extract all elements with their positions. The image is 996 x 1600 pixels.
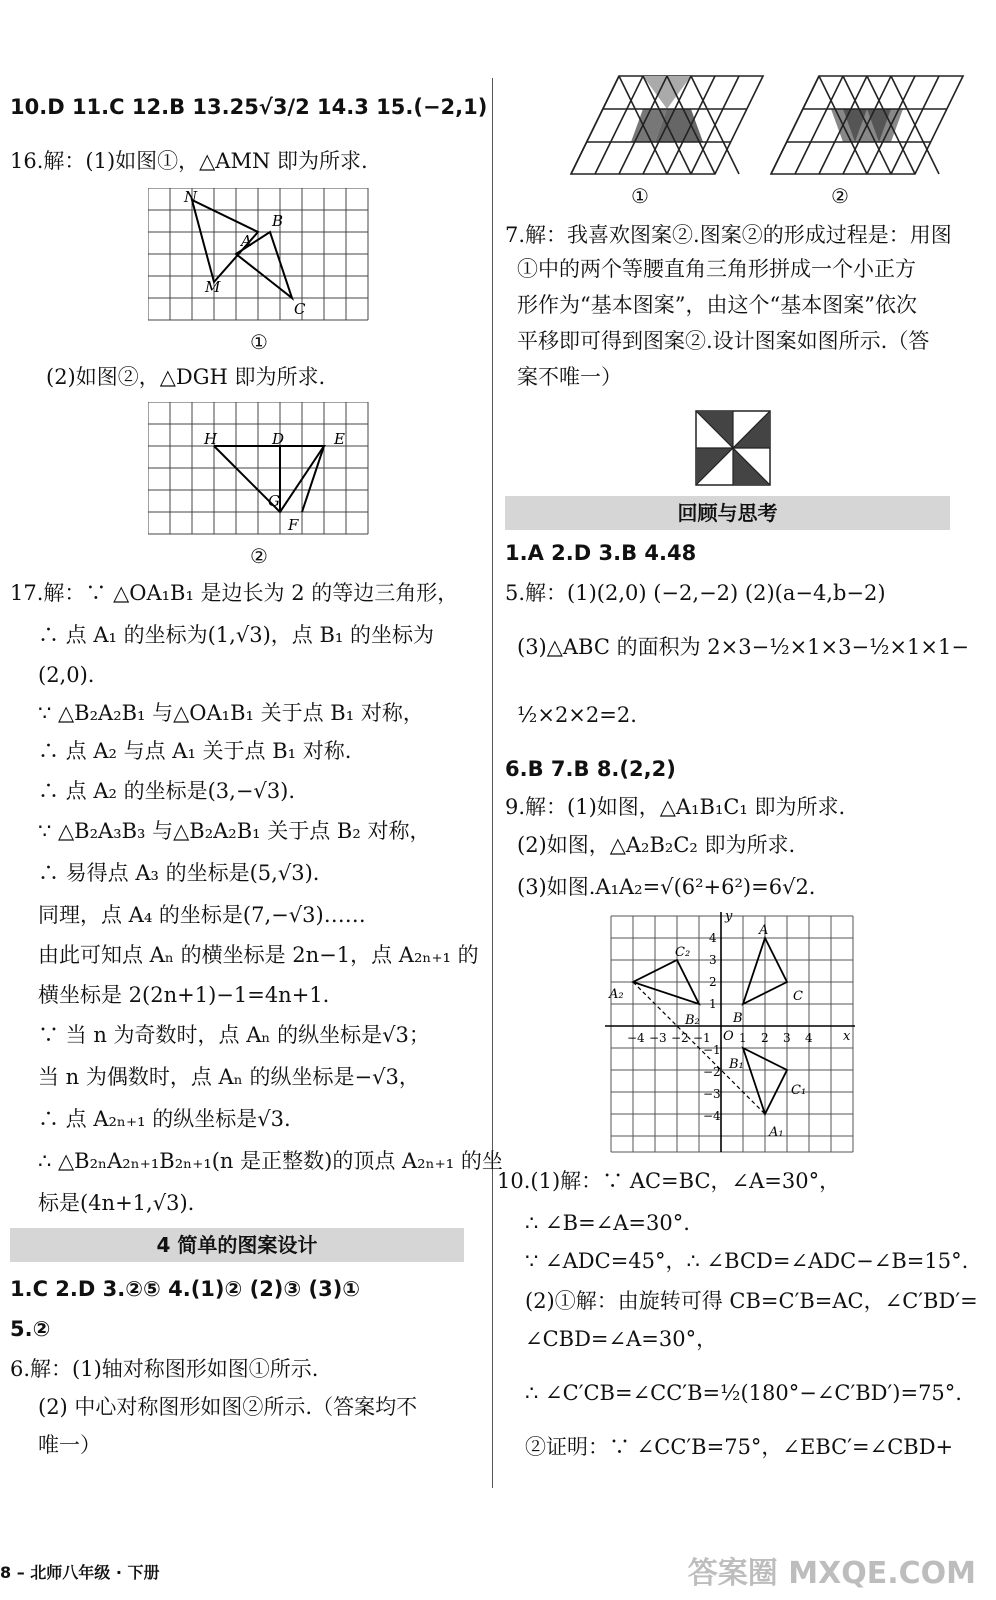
- svg-text:4: 4: [709, 931, 717, 945]
- q16-part1: 16.解：(1)如图①，△AMN 即为所求.: [10, 149, 368, 173]
- svg-text:3: 3: [783, 1031, 791, 1045]
- svg-text:−2: −2: [703, 1065, 721, 1079]
- q17-line: 横坐标是 2(2n+1)−1=4n+1.: [38, 983, 330, 1007]
- figure-2-grid: [148, 402, 384, 542]
- svg-text:−2: −2: [671, 1031, 689, 1045]
- q17-line: ∵ △B₂A₂B₁ 与△OA₁B₁ 关于点 B₁ 对称，: [38, 701, 424, 725]
- svg-text:H: H: [204, 430, 218, 448]
- svg-text:C₁: C₁: [791, 1083, 807, 1098]
- q7-line: 7.解：我喜欢图案②.图案②的形成过程是：用图: [505, 223, 952, 247]
- q17-line: ∴ △B₂ₙA₂ₙ₊₁B₂ₙ₊₁(n 是正整数)的顶点 A₂ₙ₊₁ 的坐: [38, 1149, 503, 1173]
- pattern-1-caption: ①: [631, 184, 649, 208]
- section4-answer-5: 5.②: [10, 1317, 51, 1341]
- review-answers-1-4: 1.A 2.D 3.B 4.48: [505, 541, 697, 565]
- watermark-logo: 答案圈 MXQE.COM: [687, 1556, 976, 1591]
- triangle-patterns: [563, 70, 973, 182]
- svg-text:B: B: [733, 1011, 743, 1026]
- q5-part3: (3)△ABC 的面积为 2×3−½×1×3−½×1×1−: [517, 635, 969, 659]
- q10-line: (2)①解：由旋转可得 CB=C′B=AC，∠C′BD′=: [525, 1289, 978, 1313]
- svg-text:y: y: [725, 909, 733, 924]
- q17-line: ∴ 点 A₂ 的坐标是(3,−√3).: [38, 779, 296, 803]
- svg-text:2: 2: [709, 975, 717, 989]
- figure-1-caption: ①: [250, 330, 268, 354]
- section4-answers-1-4: 1.C 2.D 3.②⑤ 4.(1)② (2)③ (3)①: [10, 1277, 361, 1301]
- coordinate-grid-figure: [605, 908, 857, 1154]
- q7-line: ①中的两个等腰直角三角形拼成一个小正方: [517, 257, 916, 281]
- svg-text:E: E: [334, 430, 345, 448]
- q6-line: 唯一）: [38, 1433, 101, 1457]
- svg-text:A₁: A₁: [769, 1125, 784, 1140]
- svg-text:A₂: A₂: [609, 987, 624, 1002]
- q17-line: ∴ 易得点 A₃ 的坐标是(5,√3).: [38, 861, 320, 885]
- q10-line: ∵ ∠ADC=45°，∴ ∠BCD=∠ADC−∠B=15°.: [525, 1249, 969, 1273]
- svg-text:F: F: [288, 516, 299, 534]
- q10-line: ∴ ∠B=∠A=30°.: [525, 1211, 690, 1235]
- q7-line: 形作为“基本图案”，由这个“基本图案”依次: [517, 293, 917, 317]
- svg-text:N: N: [184, 188, 198, 206]
- pattern-2-caption: ②: [831, 184, 849, 208]
- q6-line: 6.解：(1)轴对称图形如图①所示.: [10, 1357, 319, 1381]
- pattern-1: [571, 76, 763, 174]
- q17-line: 由此可知点 Aₙ 的横坐标是 2n−1，点 A₂ₙ₊₁ 的: [38, 943, 479, 967]
- svg-text:B₂: B₂: [685, 1013, 700, 1028]
- svg-text:−1: −1: [703, 1043, 721, 1057]
- q10-line: 10.(1)解：∵ AC=BC，∠A=30°，: [497, 1169, 841, 1193]
- svg-text:x: x: [843, 1029, 851, 1044]
- svg-text:B: B: [272, 212, 284, 230]
- svg-text:D: D: [272, 430, 285, 448]
- q5-part3-cont: ½×2×2=2.: [517, 703, 637, 727]
- svg-text:−3: −3: [703, 1087, 721, 1101]
- q17-line: 17.解：∵ △OA₁B₁ 是边长为 2 的等边三角形，: [10, 581, 459, 605]
- column-divider: [492, 78, 493, 1488]
- q10-line: ∠CBD=∠A=30°，: [525, 1327, 718, 1351]
- review-section-bar: 回顾与思考: [505, 496, 950, 530]
- q10-line: ②证明：∵ ∠CC′B=75°，∠EBC′=∠CBD+: [525, 1435, 954, 1459]
- figure-1-grid: [148, 188, 384, 326]
- svg-text:−4: −4: [627, 1031, 645, 1045]
- q17-line: ∴ 点 A₂ 与点 A₁ 关于点 B₁ 对称.: [38, 739, 352, 763]
- q16-part2: (2)如图②，△DGH 即为所求.: [46, 365, 326, 389]
- pattern-2: [771, 76, 963, 174]
- q17-line: ∵ △B₂A₃B₃ 与△B₂A₂B₁ 关于点 B₂ 对称，: [38, 819, 431, 843]
- svg-text:1: 1: [709, 997, 717, 1011]
- section-title-bar: 4 简单的图案设计: [10, 1228, 464, 1262]
- q10-line: ∴ ∠C′CB=∠CC′B=½(180°−∠C′BD′)=75°.: [525, 1381, 962, 1405]
- svg-text:−4: −4: [703, 1109, 721, 1123]
- q17-line: ∴ 点 A₂ₙ₊₁ 的纵坐标是√3.: [38, 1107, 291, 1131]
- q17-line: (2,0).: [38, 663, 95, 687]
- svg-text:B₁: B₁: [729, 1057, 744, 1072]
- pinwheel-pattern: [695, 410, 773, 488]
- svg-text:C: C: [793, 989, 803, 1004]
- q9-line: 9.解：(1)如图，△A₁B₁C₁ 即为所求.: [505, 795, 846, 819]
- q17-line: 当 n 为偶数时，点 Aₙ 的纵坐标是−√3，: [38, 1065, 420, 1089]
- q7-line: 案不唯一）: [517, 365, 622, 389]
- svg-text:4: 4: [805, 1031, 813, 1045]
- review-answers-6-8: 6.B 7.B 8.(2,2): [505, 757, 676, 781]
- svg-text:A: A: [759, 923, 769, 938]
- page-footer: 8 – 北师八年级 · 下册: [0, 1563, 160, 1582]
- svg-text:C: C: [294, 300, 306, 318]
- svg-text:3: 3: [709, 953, 717, 967]
- figure-2-caption: ②: [250, 544, 268, 568]
- q6-line: (2) 中心对称图形如图②所示.（答案均不: [38, 1395, 418, 1419]
- answers-10-15: 10.D 11.C 12.B 13.25√3/2 14.3 15.(−2,1): [10, 95, 488, 119]
- q5-part1: 5.解：(1)(2,0) (−2,−2) (2)(a−4,b−2): [505, 581, 886, 605]
- svg-text:1: 1: [739, 1031, 747, 1045]
- svg-text:M: M: [205, 278, 221, 296]
- q9-line: (3)如图.A₁A₂=√(6²+6²)=6√2.: [517, 875, 816, 899]
- q17-line: ∵ 当 n 为奇数时，点 Aₙ 的纵坐标是√3；: [38, 1023, 430, 1047]
- svg-text:2: 2: [761, 1031, 769, 1045]
- q17-line: 同理，点 A₄ 的坐标是(7,−√3)……: [38, 903, 366, 927]
- svg-text:−3: −3: [649, 1031, 667, 1045]
- svg-text:A: A: [241, 232, 252, 250]
- svg-text:−1: −1: [693, 1031, 711, 1045]
- q9-line: (2)如图，△A₂B₂C₂ 即为所求.: [517, 833, 796, 857]
- svg-text:C₂: C₂: [675, 945, 691, 960]
- svg-text:O: O: [723, 1029, 734, 1044]
- q17-line: ∴ 点 A₁ 的坐标为(1,√3)，点 B₁ 的坐标为: [38, 623, 434, 647]
- q17-line: 标是(4n+1,√3).: [38, 1191, 195, 1215]
- svg-text:G: G: [268, 492, 280, 510]
- q7-line: 平移即可得到图案②.设计图案如图所示.（答: [517, 329, 930, 353]
